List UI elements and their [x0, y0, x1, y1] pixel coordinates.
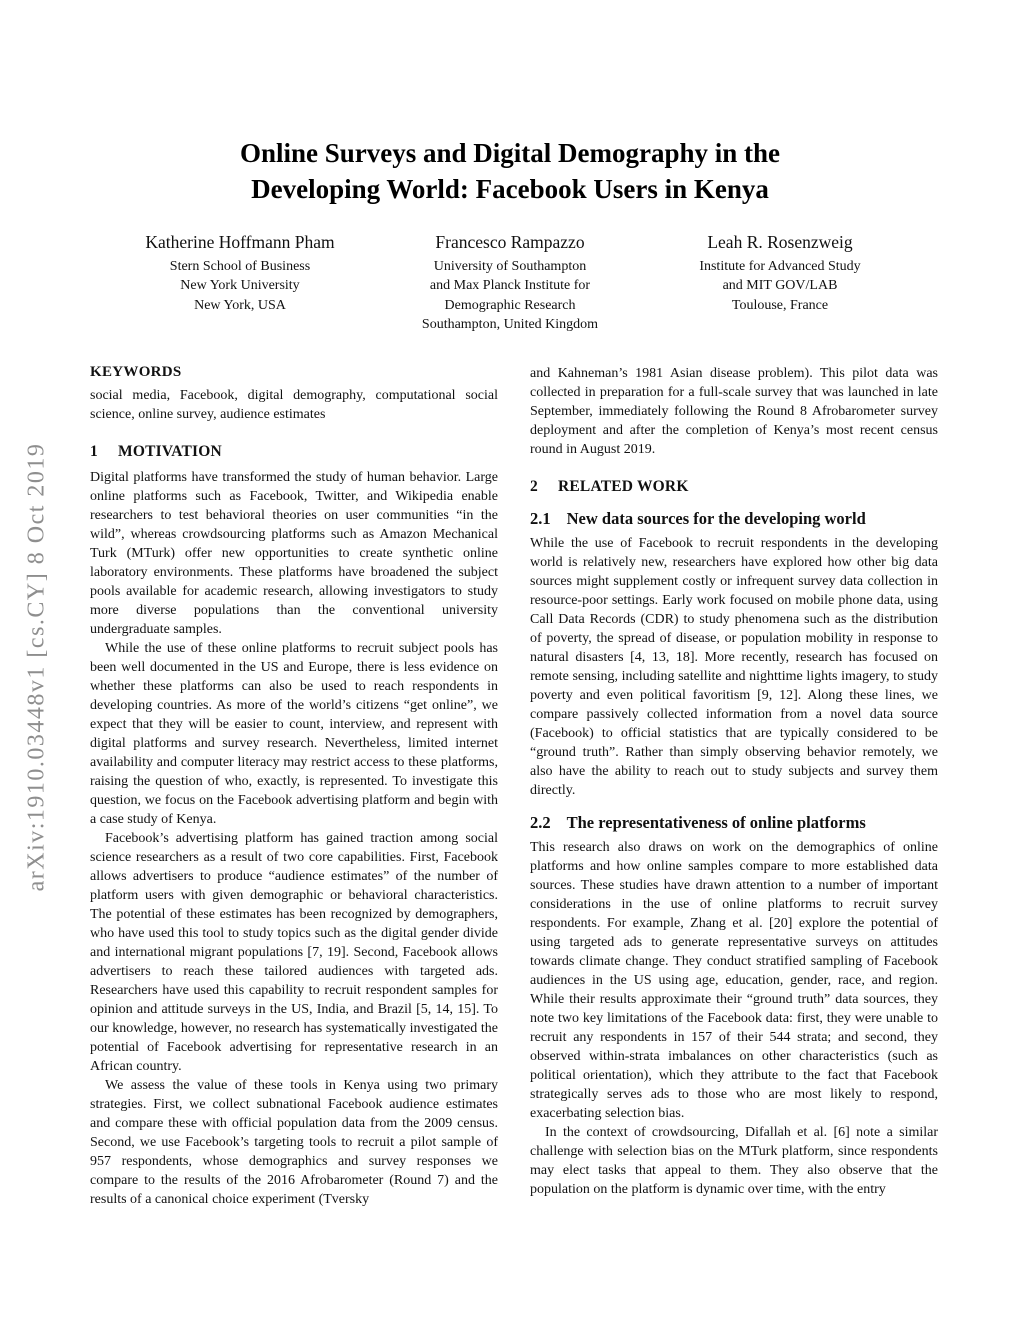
subsection-number: 2.1	[530, 509, 551, 529]
paper-title: Online Surveys and Digital Demography in the Developing World: Facebook Users in Kenya	[239, 138, 781, 205]
author-affiliation-line: New York University	[180, 278, 300, 294]
paragraph: While the use of Facebook to recruit respondents in the developing world is relatively new, researchers have explored how other big data sources might supplement costly or infrequent survey data collection in resource-poor settings. Early work focused on mobile phone data, using Call Data Records (CDR) to study phenomena such as the distribution of poverty, the spread of disease, or population mobility in response to natural disasters [4, 13, 18]. More recently, research has focused on remote sensing, including satellite and nighttime lights imagery, to study poverty and even political favoritism [9, 12]. Along these lines, we compare passively collected information from a novel data source (Facebook) to official statistics that are typically considered to be “ground truth”. Rather than simply observing behavior remotely, we also have the ability to reach out to study subjects and survey them directly.	[530, 536, 938, 799]
author-name: Francesco Rampazzo	[435, 231, 585, 252]
section-title: RELATED WORK	[558, 478, 689, 496]
author-3	[645, 230, 915, 334]
author-name: Katherine Hoffmann Pham	[145, 231, 335, 252]
paragraph: and Kahneman’s 1981 Asian disease problem). This pilot data was collected in preparation for a full-scale survey that was launched in late September, immediately following the Round 8 Afrobarometer survey deployment and after the completion of Kenya’s most recent census round in August 2019.	[530, 366, 938, 458]
section-heading-motivation	[90, 443, 498, 461]
author-name: Leah R. Rosenzweig	[707, 231, 853, 252]
author-affiliation-line: New York, USA	[194, 297, 286, 313]
author-affiliation-line: University of Southampton	[433, 259, 587, 275]
section-number: 2	[530, 478, 538, 496]
section-number: 1	[90, 443, 98, 461]
author-affiliation-line: and Max Planck Institute for	[429, 278, 591, 294]
author-2	[375, 230, 645, 334]
paragraph: While the use of these online platforms to recruit subject pools has been well documented in the US and Europe, there is less evidence on whether these platforms can also be used to reach respondents in developing countries. As more of the world’s citizens “get online”, we expect that they will be easier to count, interview, and represent with digital platforms and survey research. Nevertheless, limited internet availability and computer literacy may restrict access to these platforms, raising the question of who, exactly, is represented. To investigate this question, we focus on the Facebook advertising platform and begin with a case study of Kenya.	[90, 641, 498, 828]
author-affiliation-line: Southampton, United Kingdom	[421, 316, 599, 332]
author-affiliation-line: Institute for Advanced Study	[699, 259, 861, 275]
subsection-title: The representativeness of online platforms	[566, 813, 866, 833]
author-affiliation-line: and MIT GOV/LAB	[722, 278, 838, 294]
keywords-heading: KEYWORDS	[90, 364, 182, 381]
subsection-title: New data sources for the developing world	[566, 509, 866, 529]
section-heading-related-work	[530, 478, 938, 496]
paragraph: Facebook’s advertising platform has gained traction among social science researchers as a result of two core capabilities. First, Facebook allows advertisers to produce “audience estimates” of the number of platform users with given demographic or behavioral characteristics. The potential of these estimates has been recognized by demographers, who have used this tool to study topics such as the digital gender divide and international migrant populations [7, 19]. Second, Facebook allows advertisers to reach these tailored audiences with targeted ads. Researchers have used this capability to recruit respondent samples for opinion and attitude surveys in the US, India, and Brazil [5, 14, 15]. To our knowledge, however, no research has systematically investigated the potential of Facebook advertising for representative research in an African country.	[90, 831, 498, 1075]
body-columns	[0, 334, 1020, 1209]
subsection-number: 2.2	[530, 813, 551, 833]
author-affiliation-line: Demographic Research	[444, 297, 576, 313]
author-block	[105, 230, 915, 334]
arxiv-watermark-label: arXiv:1910.03448v1 [cs.CY] 8 Oct 2019	[23, 442, 50, 892]
column-left	[90, 364, 498, 1209]
subsection-heading-representativeness	[530, 813, 938, 833]
keywords-text: social media, Facebook, digital demography, computational social science, online survey, audience estimates	[90, 388, 498, 423]
author-affiliation-line: Stern School of Business	[169, 259, 311, 275]
paragraph: In the context of crowdsourcing, Difallah et al. [6] note a similar challenge with selection bias on the MTurk platform, since respondents may elect tasks that appeal to them. They also observe that the population on the platform is dynamic over time, with the entry	[530, 1125, 938, 1198]
paragraph: This research also draws on work on the demographics of online platforms and how online samples compare to more established data sources. These studies have drawn attention to a number of important considerations in the use of online platforms to recruit survey respondents. For example, Zhang et al. [20] explore the potential of using targeted ads to generate representative surveys on attitudes towards climate change. They conduct stratified sampling of Facebook audiences in the US using age, education, gender, race, and region. While their results approximate their “ground truth” data sources, they note two key limitations of the Facebook data: first, they were unable to recruit any respondents in 157 of their 544 strata; and second, they observed within-strata imbalances on other characteristics (such as political orientation), which they attribute to the fact that Facebook strategically serves ads to those who are most likely to respond, exacerbating selection bias.	[530, 840, 938, 1122]
subsection-heading-new-data-sources	[530, 509, 938, 529]
column-right	[530, 364, 938, 1209]
section-title: MOTIVATION	[118, 443, 222, 461]
paragraph: We assess the value of these tools in Kenya using two primary strategies. First, we collect subnational Facebook audience estimates and compare these with official population data from the 2009 census. Second, we use Facebook’s targeting tools to recruit a pilot sample of 957 respondents, whose demographics and survey responses we compare to the results of the 2016 Afrobarometer (Round 7) and the results of a canonical choice experiment (Tversky	[90, 1078, 498, 1208]
author-1	[105, 230, 375, 334]
paragraph: Digital platforms have transformed the study of human behavior. Large online platforms such as Facebook, Twitter, and Wikipedia enable researchers to test behavioral theories on user communities “in the wild”, whereas crowdsourcing platforms such as Amazon Mechanical Turk (MTurk) offer new opportunities to create synthetic online laboratory environments. These platforms have broadened the subject pools available for academic research, allowing investigators to study more diverse populations than the conventional university undergraduate samples.	[90, 470, 498, 638]
author-affiliation-line: Toulouse, France	[731, 297, 829, 313]
